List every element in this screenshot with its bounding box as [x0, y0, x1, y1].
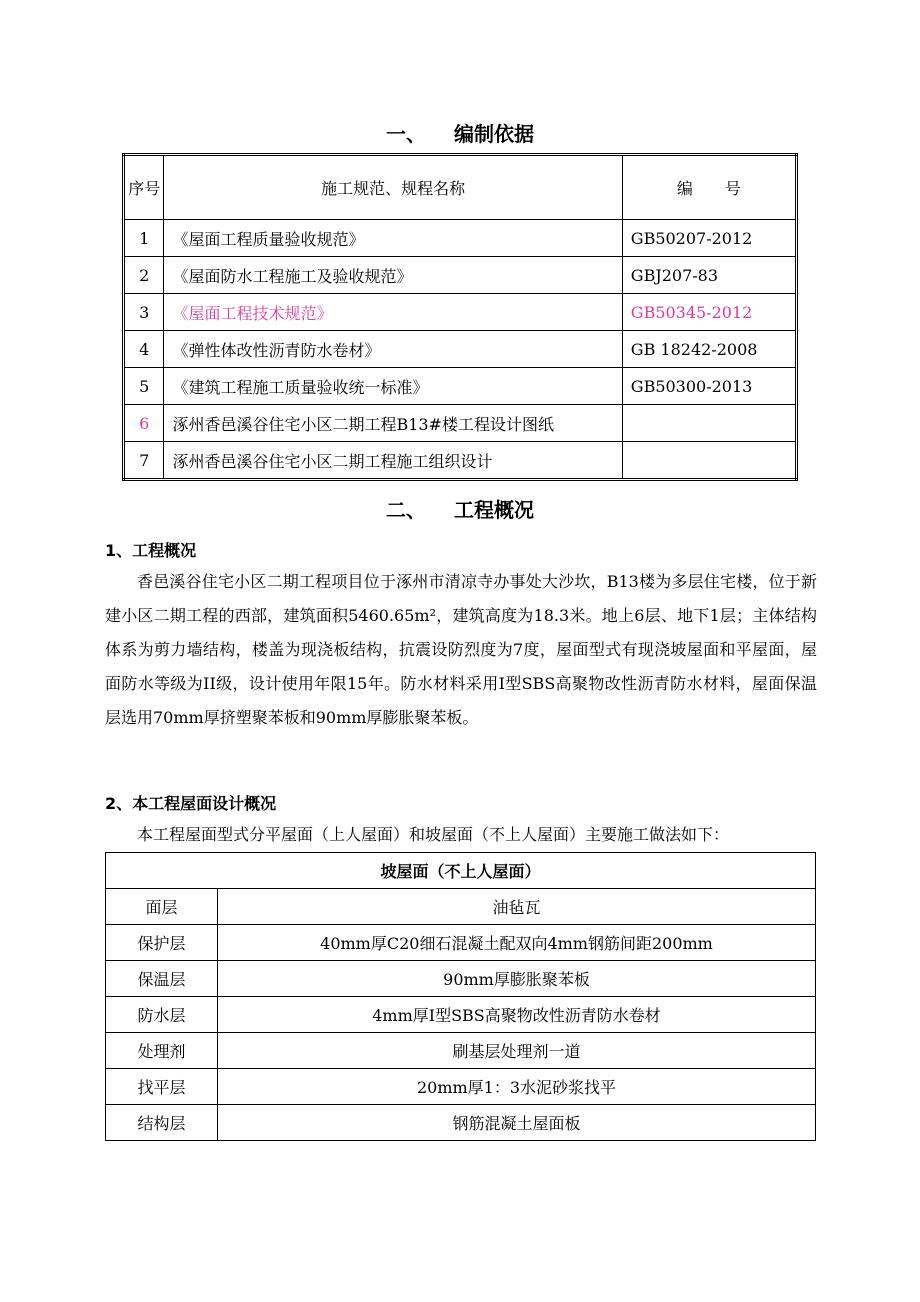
table-row [124, 368, 797, 405]
header-name: 施工规范、规程名称 [164, 155, 622, 220]
layer-name: 结构层 [106, 1105, 218, 1141]
layer-spec: 钢筋混凝土屋面板 [218, 1105, 816, 1141]
section-number: 二、 [386, 498, 426, 522]
row-code: GB50345-2012 [622, 294, 796, 331]
row-seq: 7 [124, 442, 164, 480]
table-row [106, 997, 816, 1033]
row-name: 《屋面工程质量验收规范》 [164, 220, 622, 257]
layer-spec: 油毡瓦 [218, 889, 816, 925]
row-seq: 5 [124, 368, 164, 405]
row-name: 涿州香邑溪谷住宅小区二期工程施工组织设计 [164, 442, 622, 480]
row-seq: 2 [124, 257, 164, 294]
section-title-overview [0, 494, 920, 523]
row-name: 涿州香邑溪谷住宅小区二期工程B13#楼工程设计图纸 [164, 405, 622, 442]
section-number: 一、 [386, 122, 426, 146]
layer-name: 保护层 [106, 925, 218, 961]
row-code: GB50207-2012 [622, 220, 796, 257]
table-row [124, 294, 797, 331]
table-row [124, 331, 797, 368]
layer-spec: 40mm厚C20细石混凝土配双向4mm钢筋间距200mm [218, 925, 816, 961]
overview-heading: 1、工程概况 [105, 541, 197, 560]
table-header-row [124, 155, 797, 220]
layer-name: 找平层 [106, 1069, 218, 1105]
row-code [622, 442, 796, 480]
row-name: 《建筑工程施工质量验收统一标准》 [164, 368, 622, 405]
table-row [106, 889, 816, 925]
layer-spec: 90mm厚膨胀聚苯板 [218, 961, 816, 997]
row-seq: 6 [124, 405, 164, 442]
layer-name: 面层 [106, 889, 218, 925]
section-title-basis [0, 118, 920, 147]
section-title-text: 工程概况 [454, 498, 534, 522]
table-row [106, 1069, 816, 1105]
table-row [106, 961, 816, 997]
layer-name: 保温层 [106, 961, 218, 997]
reference-standards-table [122, 153, 798, 481]
header-seq: 序号 [124, 155, 164, 220]
table-row [124, 442, 797, 480]
row-name: 《弹性体改性沥青防水卷材》 [164, 331, 622, 368]
row-code [622, 405, 796, 442]
roof-table-title: 坡屋面（不上人屋面） [106, 853, 816, 889]
roof-layers-table [105, 852, 816, 1141]
table-row [124, 257, 797, 294]
table-row [106, 1033, 816, 1069]
header-code: 编 号 [622, 155, 796, 220]
section-title-text: 编制依据 [454, 122, 534, 146]
layer-name: 处理剂 [106, 1033, 218, 1069]
row-seq: 3 [124, 294, 164, 331]
table-row [124, 405, 797, 442]
row-seq: 4 [124, 331, 164, 368]
row-code: GB 18242-2008 [622, 331, 796, 368]
row-name: 《屋面防水工程施工及验收规范》 [164, 257, 622, 294]
roof-design-heading: 2、本工程屋面设计概况 [105, 794, 277, 813]
row-code: GB50300-2013 [622, 368, 796, 405]
table-row [124, 220, 797, 257]
table-title-row [106, 853, 816, 889]
row-code: GBJ207-83 [622, 257, 796, 294]
layer-name: 防水层 [106, 997, 218, 1033]
row-name: 《屋面工程技术规范》 [164, 294, 622, 331]
layer-spec: 20mm厚1：3水泥砂浆找平 [218, 1069, 816, 1105]
row-seq: 1 [124, 220, 164, 257]
layer-spec: 4mm厚I型SBS高聚物改性沥青防水卷材 [218, 997, 816, 1033]
table-row [106, 925, 816, 961]
roof-design-intro: 本工程屋面型式分平屋面（上人屋面）和坡屋面（不上人屋面）主要施工做法如下： [137, 825, 730, 844]
layer-spec: 刷基层处理剂一道 [218, 1033, 816, 1069]
overview-paragraph: 香邑溪谷住宅小区二期工程项目位于涿州市清凉寺办事处大沙坎，B13楼为多层住宅楼，位于新建小区二期工程的西部，建筑面积5460.65m²，建筑高度为18.3米。地上6层、地下1层；主体结构体系为剪力墙结构，楼盖为现浇板结构，抗震设防烈度为7度，屋面型式有现浇坡屋面和平屋面，屋面防水等级为II级，设计使用年限15年。防水材料采用I型SBS高聚物改性沥青防水材料，屋面保温层选用70mm厚挤塑聚苯板和90mm厚膨胀聚苯板。 [105, 572, 817, 727]
table-row [106, 1105, 816, 1141]
